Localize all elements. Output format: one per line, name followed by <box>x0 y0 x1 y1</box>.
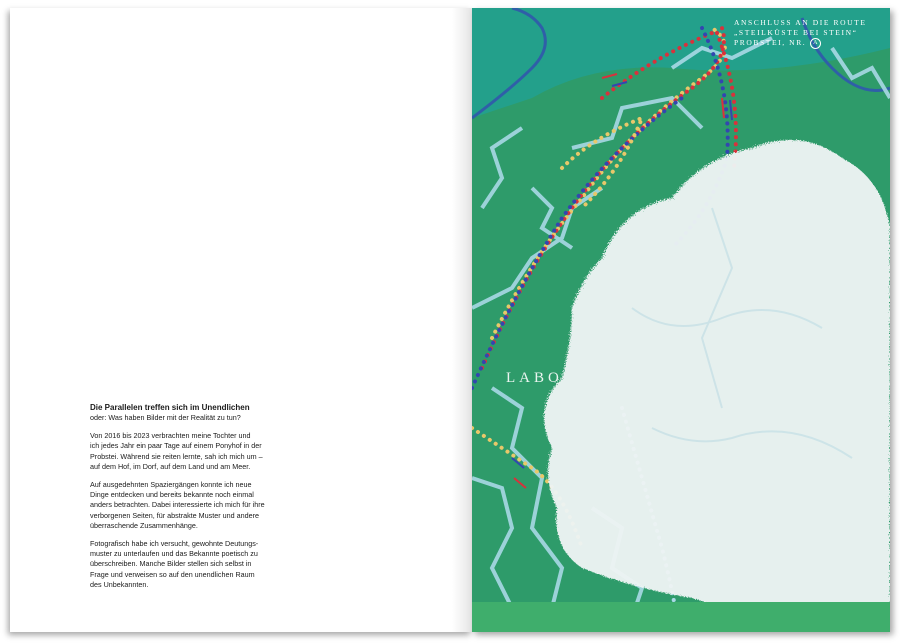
caption-line-3 <box>734 38 884 49</box>
caption-line-3-text: PROBSTEI, NR. <box>734 38 807 48</box>
route-badge-icon: A <box>810 38 821 49</box>
essay-heading: Die Parallelen treffen sich im Unendlichen <box>90 403 250 412</box>
map-place-label: LABO <box>506 370 563 386</box>
map-caption <box>734 18 884 49</box>
essay-paragraph-1: Von 2016 bis 2023 verbrachten meine Tochter und ich jedes Jahr ein paar Tage auf einem Ponyhof in der Probstei. Während sie reiten lernte, sah ich mich um – auf dem Hof, im Dorf, auf dem Land und am Meer. <box>90 431 263 471</box>
bottom-green-strip <box>472 602 890 632</box>
left-page <box>10 8 472 632</box>
essay-subheading: oder: Was haben Bilder mit der Realität zu tun? <box>90 413 241 422</box>
essay-paragraph-2: Auf ausgedehnten Spaziergängen konnte ich neue Dinge entdecken und bereits bekannte noch einmal anders betrachten. Dabei interessierte ich mich für ihre verborgenen Seiten, für abstrakte Muster und andere überraschende Zusammenhänge. <box>90 480 265 530</box>
caption-line-2: „STEILKÜSTE BEI STEIN“ <box>734 28 858 37</box>
right-page-map-image <box>472 8 890 632</box>
caption-line-1: ANSCHLUSS AN DIE ROUTE <box>734 18 867 27</box>
painted-map-artwork <box>472 8 890 632</box>
essay-paragraph-3: Fotografisch habe ich versucht, gewohnte Deutungs- muster zu unterlaufen und das Bekannte poetisch zu überschreiben. Manche Bilder stellen sich selbst in Frage und verweisen so auf den unendlichen Raum des Unbekannten. <box>90 539 259 589</box>
essay-text <box>90 403 280 598</box>
